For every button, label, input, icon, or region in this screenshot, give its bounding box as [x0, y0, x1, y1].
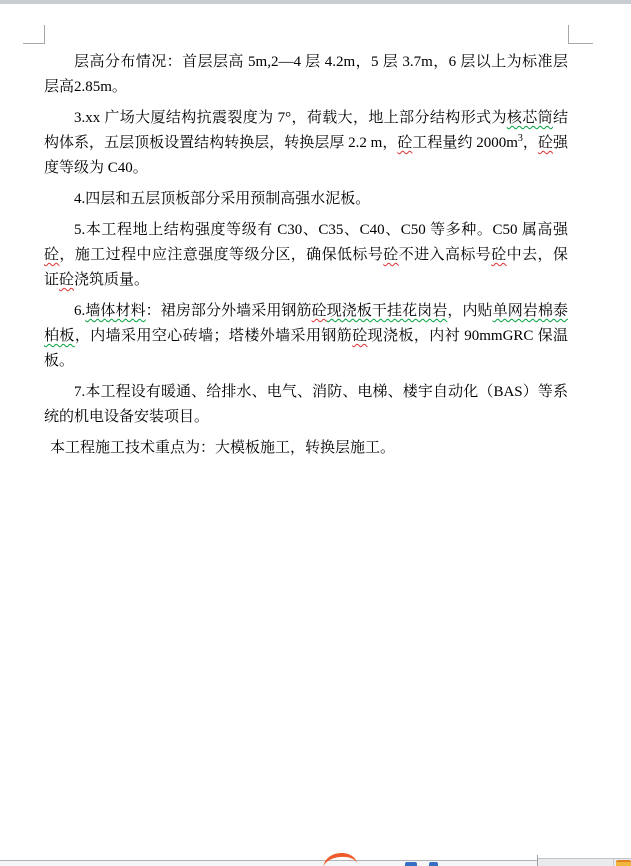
text-run: 中去，保证: [44, 247, 568, 288]
text-boundary-mark-top-right: [568, 25, 593, 44]
document-paragraph: [44, 218, 568, 293]
flagged-text-green-squiggle: 现浇板干挂花岗岩: [326, 303, 448, 319]
document-text-area[interactable]: [44, 44, 568, 461]
document-paragraph: [44, 187, 568, 212]
text-run: 现浇板，内衬 90mmGRC 保温板。: [44, 328, 568, 369]
flagged-text-red-squiggle: 砼: [491, 247, 507, 263]
flagged-text-red-squiggle: 砼: [311, 303, 327, 319]
text-run: 工程量约 2000m: [412, 135, 518, 151]
blue-glyph-icon[interactable]: [429, 862, 438, 866]
gold-icon[interactable]: [616, 860, 631, 866]
blue-glyph-icon[interactable]: [405, 862, 417, 866]
flagged-text-red-squiggle: 砼: [383, 247, 399, 263]
text-run: 7.本工程设有暖通、给排水、电气、消防、电梯、楼宇自动化（BAS）等系统的机电设备安装项目。: [44, 384, 568, 425]
flagged-text-red-squiggle: 砼: [352, 328, 368, 344]
flagged-text-green-squiggle: 核芯筒: [506, 110, 553, 126]
document-paragraph: [44, 299, 568, 374]
text-run: 结构体系，五层顶板设置结构转换层，转换层厚 2.2 m，: [44, 110, 568, 151]
document-paragraph: [44, 436, 568, 461]
bottom-window-sliver-left: [0, 860, 537, 866]
document-paragraph: [44, 106, 568, 181]
text-run: 6.: [74, 303, 86, 319]
text-run: 5.本工程地上结构强度等级有 C30、C35、C40、C50 等多种。C50 属高强: [74, 222, 568, 238]
text-run: 层高分布情况：首层层高 5m,2—4 层 4.2m，5 层 3.7m，6 层以上为标准层层高2.85m。: [44, 54, 568, 95]
sliver-inner-divider: [613, 858, 614, 866]
text-run: ：裙房部分外墙采用钢筋: [145, 303, 312, 319]
document-paragraph: [44, 380, 568, 430]
superscript-text: 3: [517, 133, 523, 144]
flagged-text-red-squiggle: 砼: [397, 135, 413, 151]
flagged-text-green-squiggle: 单网岩棉泰柏板: [44, 303, 568, 344]
text-run: ，内墙采用空心砖墙；塔楼外墙采用钢筋: [74, 328, 353, 344]
text-boundary-mark-top-left: [23, 25, 45, 44]
flagged-text-red-squiggle: 砼: [44, 247, 60, 263]
text-run: ，内贴: [447, 303, 493, 319]
flagged-text-red-squiggle: 砼: [537, 135, 553, 151]
orange-logo-icon[interactable]: [322, 851, 357, 866]
window-top-strip: [0, 0, 631, 4]
text-run: 不进入高标号: [398, 247, 492, 263]
text-run: ，: [522, 135, 538, 151]
text-run: 强度等级为 C40。: [44, 135, 568, 176]
text-run: 3.xx 广场大厦结构抗震裂度为 7°，荷载大，地上部分结构形式为: [74, 110, 507, 126]
text-run: ，施工过程中应注意强度等级分区，确保低标号: [59, 247, 384, 263]
document-paragraph: [44, 50, 568, 100]
text-run: 浇筑质量。: [74, 272, 150, 288]
flagged-text-red-squiggle: 砼: [59, 272, 75, 288]
text-run: 4.四层和五层顶板部分采用预制高强水泥板。: [74, 191, 371, 207]
text-run: 本工程施工技术重点为：大模板施工，转换层施工。: [50, 440, 396, 456]
flagged-text-green-squiggle: 墙体材料: [85, 303, 146, 319]
